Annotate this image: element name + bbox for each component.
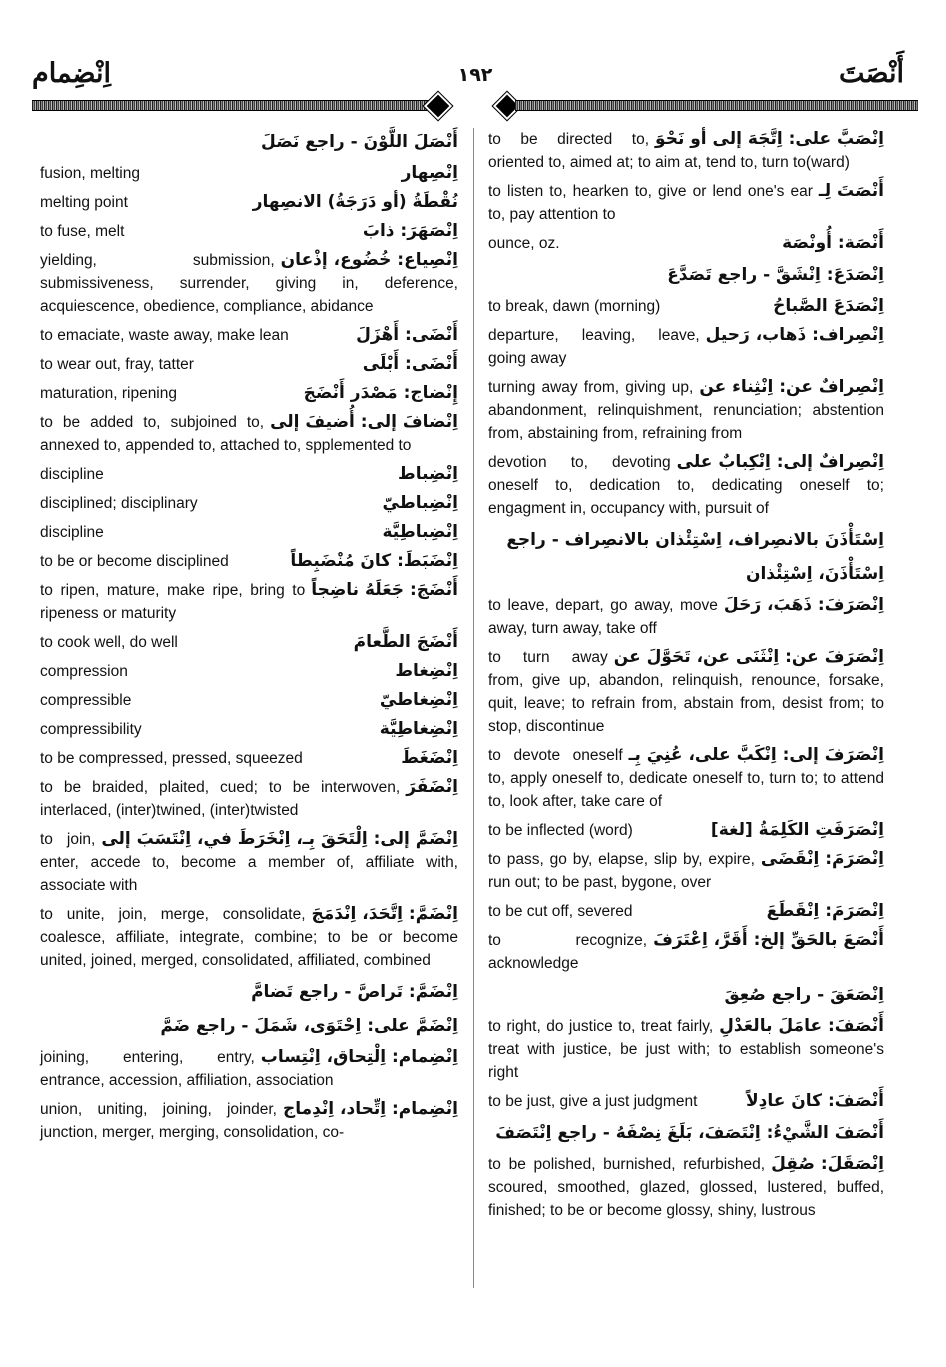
entry-arabic-headword: اِنْصَهَرَ: ذابَ <box>362 221 458 241</box>
entry-arabic-headword: اِنْضَمَّ: اِتَّحَدَ، اِنْدَمَجَ <box>311 904 458 924</box>
entry-english-definition: yielding, submission, submissiveness, surrender, giving in, deference, acquiescence, obedience, compliance, abidance <box>40 252 458 315</box>
entry-arabic-headword: اِنْضِباطِيَّة <box>382 522 458 542</box>
entry-english-definition: discipline <box>40 524 104 541</box>
page-number: ١٩٢ <box>457 64 493 86</box>
entry-arabic-headword: اِنْضَغَطَ <box>401 748 458 768</box>
entry-arabic-headword: اِنْصِهار <box>401 163 458 183</box>
entry-arabic-headword: اِنْصَبَّ على: اِتَّجَهَ إلى أو نَحْوَ <box>655 129 884 149</box>
arabic-subentry: اِسْتَأْذَنَ، اِسْتِئْذان <box>745 564 884 584</box>
dictionary-entry <box>488 848 884 894</box>
entry-arabic-headword: اِنْصَرَفَ عن: اِنْثَنَى عن، تَحَوَّلَ عن <box>613 647 884 667</box>
dictionary-entry <box>40 828 458 897</box>
entry-arabic-headword: اِنْضِباط <box>398 464 458 484</box>
column-divider <box>473 128 474 1288</box>
dictionary-entry <box>488 376 884 445</box>
entry-english-definition: to be just, give a just judgment <box>488 1093 698 1110</box>
entry-english-definition: to be or become disciplined <box>40 553 229 570</box>
entry-english-definition: ounce, oz. <box>488 235 560 252</box>
entry-arabic-headword: أَنْضَى: أَبْلَى <box>362 354 458 374</box>
dictionary-entry <box>40 631 458 654</box>
entry-english-definition: to be braided, plaited, cued; to be interwoven, interlaced, (inter)twined, (inter)twisted <box>40 779 401 819</box>
dictionary-entry <box>40 579 458 625</box>
entry-english-definition: to unite, join, merge, consolidate, coalesce, affiliate, integrate, combine; to be or become united, joined, merged, consolidated, affiliated, combined <box>40 906 458 969</box>
entry-english-definition: to be compressed, pressed, squeezed <box>40 750 303 767</box>
entry-arabic-headword: اِنْضِباطيّ <box>382 493 458 513</box>
dictionary-entry <box>488 929 884 975</box>
entry-english-definition: to be added to, subjoined to, annexed to, appended to, attached to, spplemented to <box>40 414 412 454</box>
entry-arabic-headword: اِنْصَرَمَ: اِنْقَطَعَ <box>766 901 884 921</box>
entry-arabic-headword: اِنْضِمام: اِلْتِحاق، اِنْتِساب <box>260 1047 458 1067</box>
entry-arabic-headword: اِنْصَرَفَتِ الكَلِمَةُ [لغة] <box>710 820 884 840</box>
header-left-guide-word: اِنْضِمام <box>32 58 111 89</box>
arabic-subentry: أَنْصَلَ اللَّوْنَ - راجع نَصَلَ <box>261 132 458 152</box>
dictionary-entry <box>488 295 884 318</box>
dictionary-entry <box>488 324 884 370</box>
entry-arabic-headword: اِنْصَرَفَ: ذَهَبَ، رَحَلَ <box>723 595 884 615</box>
entry-arabic-headword: اِنْصَرَفَ إلى: اِنْكَبَّ على، عُنِيَ بِـ <box>628 745 884 765</box>
entry-english-definition: to be inflected (word) <box>488 822 633 839</box>
header-rule-right <box>515 100 918 111</box>
entry-english-definition: discipline <box>40 466 104 483</box>
dictionary-entry <box>40 660 458 683</box>
entry-english-definition: to recognize, acknowledge <box>488 932 648 972</box>
entry-english-definition: to wear out, fray, tatter <box>40 356 194 373</box>
entry-arabic-headword: اِنْصِياع: خُضُوع، إذْعان <box>280 250 458 270</box>
entry-arabic-headword: أَنْصَة: أُونْصَة <box>782 233 884 253</box>
entry-english-definition: to be directed to, oriented to, aimed at; to aim at, tend to, turn to(ward) <box>488 131 850 171</box>
entry-english-definition: to fuse, melt <box>40 223 125 240</box>
dictionary-entry <box>40 353 458 376</box>
arabic-subentry: اِنْصَعَقَ - راجع صُعِقَ <box>724 985 884 1005</box>
entry-arabic-headword: اِنْضَفَرَ <box>406 777 458 797</box>
arabic-subentry: اِنْصَدَعَ: اِنْشَقَّ - راجع تَصَدَّعَ <box>667 265 884 285</box>
entry-arabic-headword: أَنْصَفَ: عامَلَ بالعَدْلِ <box>719 1016 884 1036</box>
entry-english-definition: to devote oneself to, apply oneself to, dedicate oneself to, turn to; to attend to, look after, take care of <box>488 747 884 810</box>
entry-english-definition: melting point <box>40 194 128 211</box>
entry-arabic-headword: اِنْصِراف: ذَهاب، رَحيل <box>705 325 884 345</box>
dictionary-entry <box>40 324 458 347</box>
entry-arabic-headword: أَنْصَعَ بالحَقِّ إلخ: أَقَرَّ، اِعْتَرَفَ <box>653 930 884 950</box>
entry-arabic-headword: اِنْصِرافٌ عن: اِنْثِناء عن <box>699 377 884 397</box>
dictionary-entry <box>488 451 884 520</box>
entry-english-definition: compression <box>40 663 128 680</box>
entry-arabic-headword: أَنْضَجَ: جَعَلَهُ ناضِجاً <box>311 580 458 600</box>
dictionary-entry <box>40 191 458 214</box>
entry-arabic-headword: اِنْضافَ إلى: أُضيفَ إلى <box>270 412 458 432</box>
entry-arabic-headword: اِنْضِغاطيّ <box>379 690 458 710</box>
dictionary-entry <box>40 1046 458 1092</box>
dictionary-entry <box>488 900 884 923</box>
entry-arabic-headword: إِنْضاج: مَصْدَر أَنْضَجَ <box>303 383 458 403</box>
entry-arabic-headword: اِنْصَرَمَ: اِنْقَضَى <box>760 849 884 869</box>
dictionary-entry <box>488 128 884 174</box>
entry-arabic-headword: اِنْصَدَعَ الصَّباحُ <box>773 296 884 316</box>
dictionary-entry <box>488 232 884 255</box>
dictionary-entry <box>488 744 884 813</box>
entry-english-definition: to ripen, mature, make ripe, bring to ripeness or maturity <box>40 582 306 622</box>
dictionary-entry <box>40 903 458 972</box>
dictionary-entry <box>40 718 458 741</box>
entry-arabic-headword: اِنْضِمام: اِتِّحاد، اِنْدِماج <box>282 1099 458 1119</box>
entry-english-definition: to listen to, hearken to, give or lend one's ear to, pay attention to <box>488 183 813 223</box>
entry-english-definition: to emaciate, waste away, make lean <box>40 327 289 344</box>
header-rule-left <box>32 100 432 111</box>
dictionary-entry <box>40 382 458 405</box>
header-diamond-left <box>424 92 452 120</box>
entry-english-definition: disciplined; disciplinary <box>40 495 198 512</box>
entry-english-definition: to pass, go by, elapse, slip by, expire, run out; to be past, bygone, over <box>488 851 755 891</box>
dictionary-entry <box>488 594 884 640</box>
entry-english-definition: to right, do justice to, treat fairly, treat with justice, be just with; to establish someone's right <box>488 1018 884 1081</box>
entry-arabic-headword: أَنْصَتَ لِـ <box>818 181 884 201</box>
entry-arabic-headword: اِنْضِغاطِيَّة <box>379 719 458 739</box>
arabic-subentry: اِنْضَمَّ على: اِحْتَوَى، شَمَلَ - راجع ضَمَّ <box>160 1016 458 1036</box>
entry-english-definition: to break, dawn (morning) <box>488 298 661 315</box>
entry-arabic-headword: اِنْضِغاط <box>395 661 458 681</box>
entry-english-definition: maturation, ripening <box>40 385 177 402</box>
dictionary-entry <box>40 550 458 573</box>
dictionary-entry <box>488 646 884 738</box>
dictionary-entry <box>488 1153 884 1222</box>
entry-english-definition: compressibility <box>40 721 142 738</box>
header-right-guide-word: أَنْصَتَ <box>839 58 904 89</box>
dictionary-entry <box>40 249 458 318</box>
dictionary-entry <box>488 1090 884 1113</box>
dictionary-entry <box>40 492 458 515</box>
entry-english-definition: to join, enter, accede to, become a member of, affiliate with, associate with <box>40 831 458 894</box>
arabic-subentry: أَنْصَفَ الشَّيْءُ: اِنْتَصَفَ، بَلَغَ نِصْفَهُ - راجع اِنْتَصَفَ <box>495 1123 884 1143</box>
entry-arabic-headword: أَنْصَفَ: كانَ عادِلاً <box>745 1091 884 1111</box>
entry-arabic-headword: نُقْطَةُ (أو دَرَجَةُ) الانصِهار <box>252 192 458 212</box>
entry-arabic-headword: اِنْضَبَطَ: كانَ مُنْضَبِطاً <box>290 551 458 571</box>
right-column <box>488 128 884 1228</box>
dictionary-entry <box>488 180 884 226</box>
dictionary-entry <box>40 463 458 486</box>
dictionary-entry <box>40 220 458 243</box>
dictionary-entry <box>40 747 458 770</box>
entry-english-definition: departure, leaving, leave, going away <box>488 327 700 367</box>
entry-arabic-headword: اِنْصَقَلَ: صُقِلَ <box>771 1154 884 1174</box>
dictionary-entry <box>40 162 458 185</box>
left-column <box>40 128 458 1150</box>
entry-arabic-headword: أَنْضَجَ الطَّعامَ <box>353 632 458 652</box>
dictionary-entry <box>488 819 884 842</box>
entry-english-definition: devotion to, devoting oneself to, dedication to, dedicating oneself to; engagment in, occupancy with, pursuit of <box>488 454 884 517</box>
dictionary-entry <box>40 411 458 457</box>
entry-arabic-headword: اِنْصِرافٌ إلى: اِنْكِبابٌ على <box>676 452 884 472</box>
entry-english-definition: joining, entering, entry, entrance, accession, affiliation, association <box>40 1049 334 1089</box>
entry-english-definition: to cook well, do well <box>40 634 178 651</box>
dictionary-entry <box>40 689 458 712</box>
entry-english-definition: to leave, depart, go away, move away, turn away, take off <box>488 597 718 637</box>
dictionary-entry <box>40 1098 458 1144</box>
entry-english-definition: to be polished, burnished, refurbished, scoured, smoothed, glazed, glossed, lustered, buffed, finished; to be or become glossy, shiny, lustrous <box>488 1156 884 1219</box>
dictionary-entry <box>40 776 458 822</box>
arabic-subentry: اِنْضَمَّ: تَراصَّ - راجع تَضامَّ <box>251 982 458 1002</box>
entry-english-definition: to be cut off, severed <box>488 903 633 920</box>
entry-english-definition: compressible <box>40 692 132 709</box>
arabic-subentry: اِسْتَأْذَنَ بالانصِراف، اِسْتِئْذان بالانصِراف - راجع <box>506 530 884 550</box>
entry-english-definition: to turn away from, give up, abandon, relinquish, renounce, forsake, quit, leave; to refrain from, abstain from, desist from; to stop, discontinue <box>488 649 884 735</box>
entry-english-definition: fusion, melting <box>40 165 140 182</box>
entry-english-definition: turning away from, giving up, abandonment, relinquishment, renunciation; abstention from, abstaining from, refraining from <box>488 379 884 442</box>
dictionary-entry <box>40 521 458 544</box>
entry-english-definition: union, uniting, joining, joinder, junction, merger, merging, consolidation, co- <box>40 1101 345 1141</box>
entry-arabic-headword: اِنْضَمَّ إلى: اِلْتَحَقَ بِـ، اِنْخَرَطَ في، اِنْتَسَبَ إلى <box>101 829 458 849</box>
entry-arabic-headword: أَنْضَى: أَهْزَلَ <box>356 325 458 345</box>
dictionary-entry <box>488 1015 884 1084</box>
